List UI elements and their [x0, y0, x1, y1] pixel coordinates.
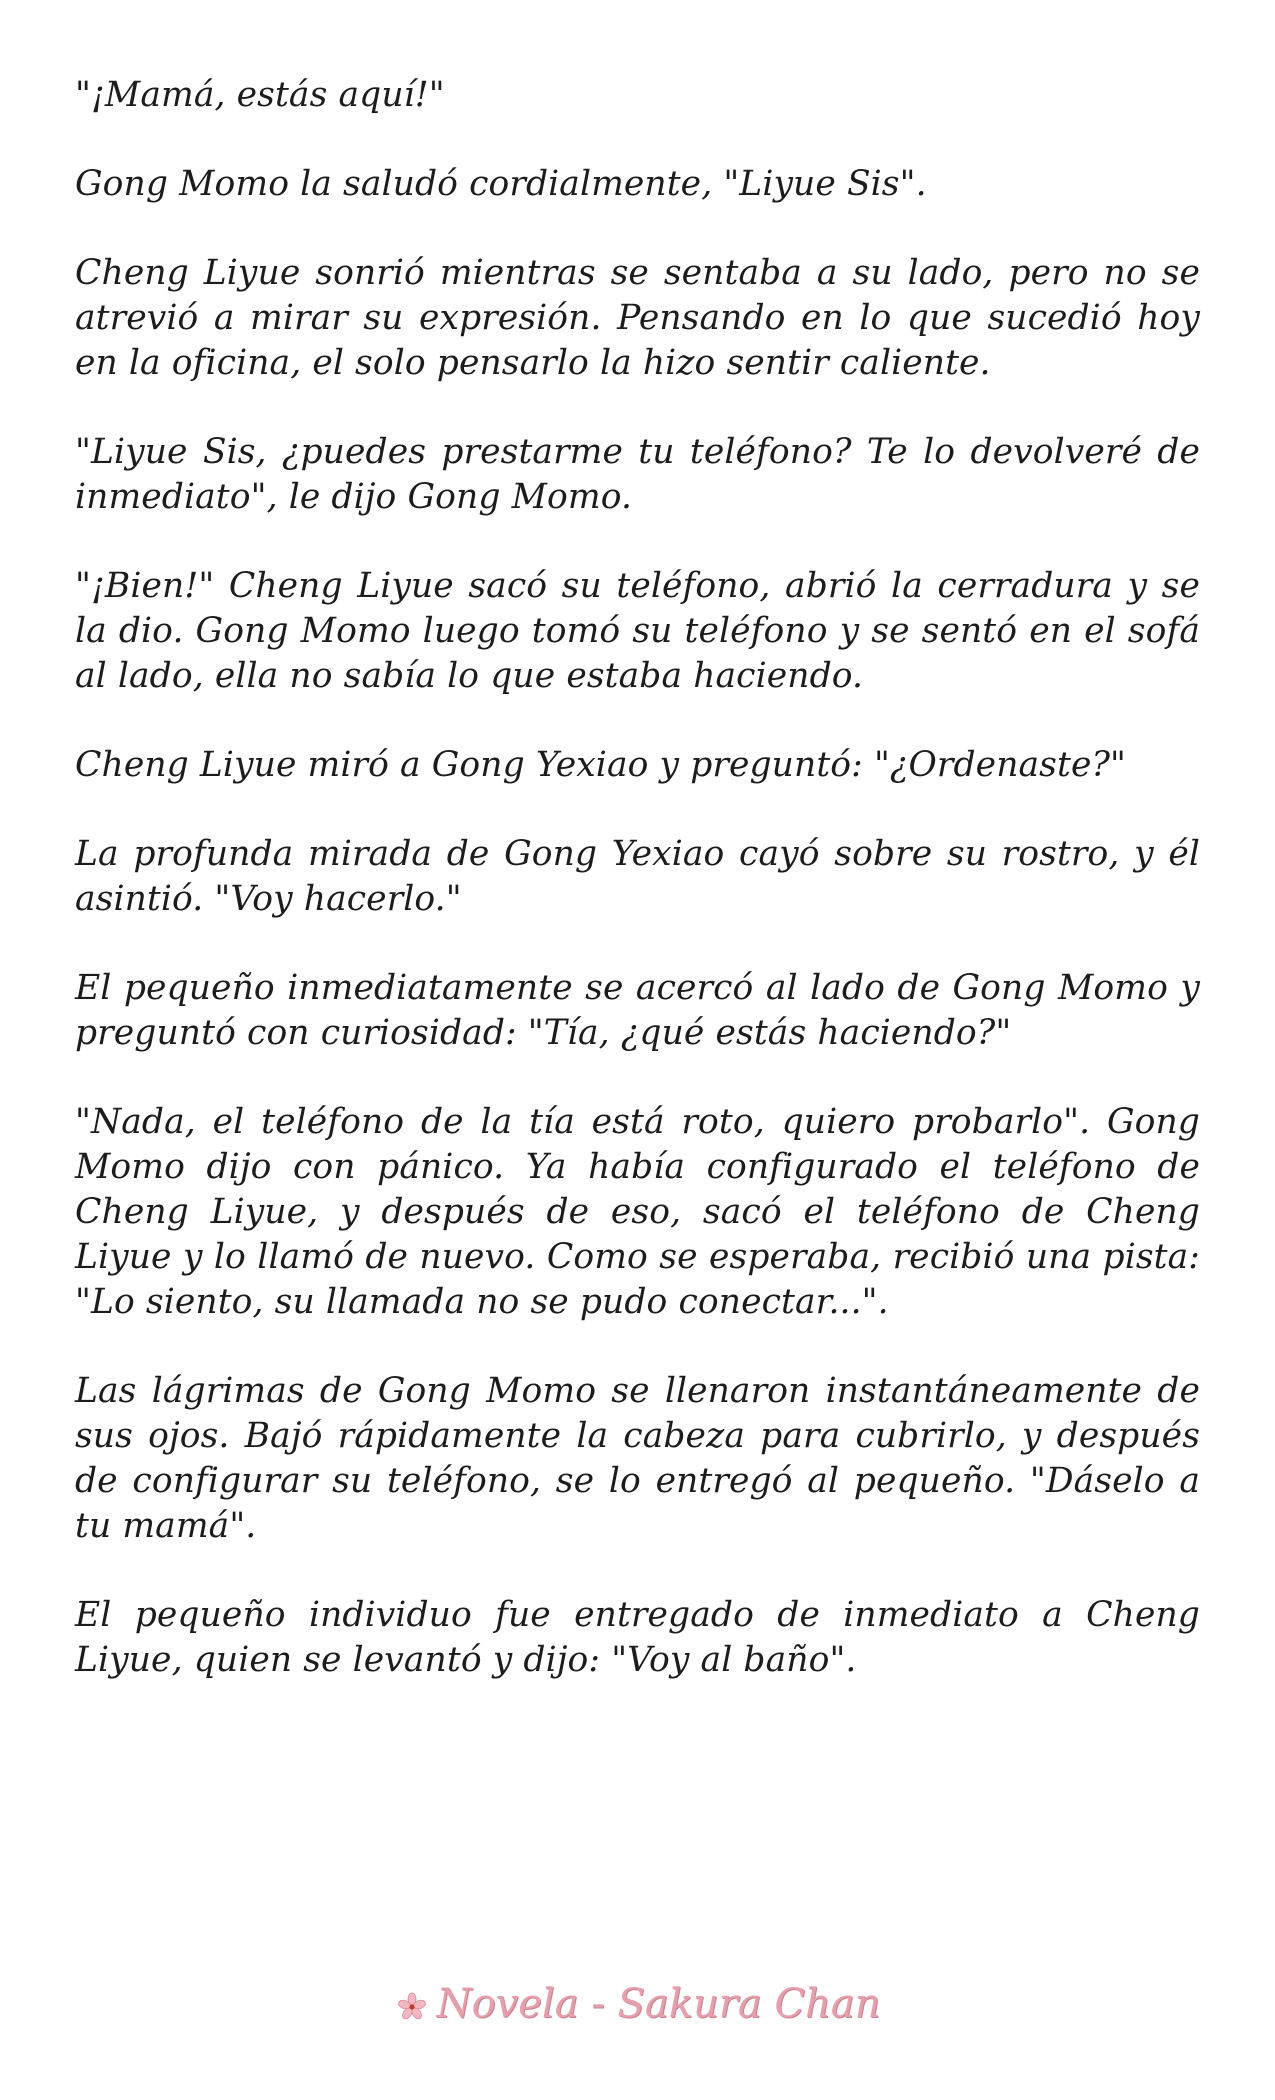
paragraph: Gong Momo la saludó cordialmente, "Liyue Sis". — [75, 164, 927, 204]
paragraph: "Nada, el teléfono de la tía está roto, quiero probarlo". Gong Momo dijo con pánico. Ya había configurado el teléfono de Cheng Liyue, y después de eso, sacó el teléfono de Cheng Liyue y lo llamó de nuevo. Como se esperaba, recibió una pista: "Lo siento, su llamada no se pudo conectar...". — [75, 1102, 1200, 1322]
sakura-flower-icon — [395, 1987, 429, 2021]
paragraph: El pequeño individuo fue entregado de inmediato a Cheng Liyue, quien se levantó y dijo: "Voy al baño". — [75, 1595, 1200, 1680]
paragraph: Cheng Liyue sonrió mientras se sentaba a su lado, pero no se atrevió a mirar su expresión. Pensando en lo que sucedió hoy en la oficina, el solo pensarlo la hizo sentir caliente. — [75, 253, 1200, 383]
paragraph: El pequeño inmediatamente se acercó al lado de Gong Momo y preguntó con curiosidad: "Tía, ¿qué estás haciendo?" — [75, 968, 1200, 1053]
paragraph: "¡Bien!" Cheng Liyue sacó su teléfono, abrió la cerradura y se la dio. Gong Momo luego tomó su teléfono y se sentó en el sofá al lado, ella no sabía lo que estaba haciendo. — [75, 566, 1200, 696]
paragraph: "¡Mamá, estás aquí!" — [75, 75, 445, 115]
paragraph: Las lágrimas de Gong Momo se llenaron instantáneamente de sus ojos. Bajó rápidamente la cabeza para cubrirlo, y después de configurar su teléfono, se lo entregó al pequeño. "Dáselo a tu mamá". — [75, 1371, 1200, 1546]
story-text — [75, 73, 1200, 1727]
paragraph: La profunda mirada de Gong Yexiao cayó sobre su rostro, y él asintió. "Voy hacerlo." — [75, 834, 1200, 919]
watermark-text: Novela - Sakura Chan — [436, 1981, 881, 2027]
paragraph: Cheng Liyue miró a Gong Yexiao y preguntó: "¿Ordenaste?" — [75, 745, 1127, 785]
watermark — [0, 1980, 1275, 2035]
paragraph: "Liyue Sis, ¿puedes prestarme tu teléfono? Te lo devolveré de inmediato", le dijo Gong Momo. — [75, 432, 1200, 517]
